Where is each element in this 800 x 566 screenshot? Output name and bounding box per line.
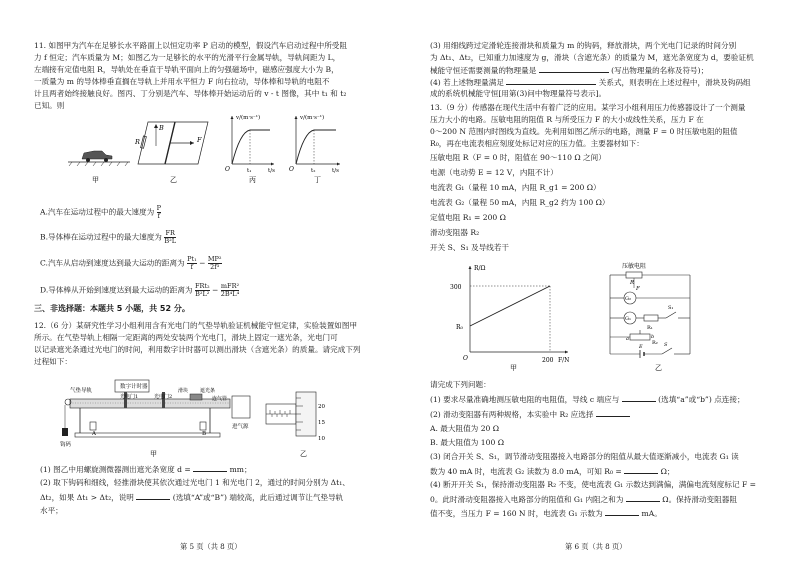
svg-text:E: E (639, 344, 643, 350)
answer-blank-quantity[interactable] (539, 65, 609, 73)
svg-text:t₂: t₂ (311, 168, 316, 174)
svg-text:F/N: F/N (558, 357, 570, 364)
q11-line-3: 左端接有定值电阻 R，导轨处在垂直于导轨平面向上的匀强磁场中，磁感应强度大小为 B， (34, 65, 339, 74)
q13-part-3a: (3) 闭合开关 S、S₁，调节滑动变阻器接入电路部分的阻值从最大值逐渐减小，电流表 G₁ 读 (430, 452, 739, 461)
svg-text:t₁: t₁ (247, 168, 252, 174)
q12-line-2: 所示。在气垫导轨上相隔一定距离的两处安装两个光电门，滑块上固定一遮光条，光电门可 (34, 333, 338, 342)
fig-label-yi: 乙 (170, 176, 177, 184)
section-3-heading: 三、非选择题：本题共 5 小题，共 52 分。 (34, 304, 190, 313)
svg-text:压敏电阻: 压敏电阻 (622, 263, 647, 270)
q12-sub-2: (2) 取下钩码和细线，轻推滑块使其依次通过光电门 1 和光电门 2，通过的时间分别为 Δt₁、 (40, 478, 350, 487)
svg-text:v/(m·s⁻¹): v/(m·s⁻¹) (300, 115, 325, 121)
q13-line-4: R₀，再在电流表相应刻度处标记对应的压力值。主要器材如下： (430, 139, 644, 148)
q11-option-b: B.导体棒在运动过程中的最大速度为 $\frac{FR}{\text{B²L}}$ (40, 229, 177, 245)
q13-option-b: B. 最大阻值为 100 Ω (430, 438, 504, 447)
q12-cont-4: (4) 若上述物理量满足 关系式，则表明在上述过程中，滑块及钩码组 (430, 78, 751, 87)
svg-text:O: O (225, 166, 230, 173)
q13-intro: 请完成下列问题： (430, 380, 491, 389)
equip-2: 电源（电动势 E = 12 V，内阻不计） (430, 168, 558, 177)
svg-text:R₀: R₀ (456, 324, 463, 331)
q11-line-1: 11. 如图甲为汽车在足够长水平路面上以恒定功率 P 启动的模型，假设汽车启动过程中所受阻 (34, 41, 347, 50)
q12-sub-4: 水平； (40, 506, 63, 515)
q13-option-a: A. 最大阻值为 20 Ω (430, 424, 500, 433)
equip-6: 滑动变阻器 R₂ (430, 228, 480, 237)
equip-1: 压敏电阻 R（F = 0 时，阻值在 90～110 Ω 之间） (430, 153, 606, 162)
svg-text:气垫导轨: 气垫导轨 (70, 388, 93, 394)
svg-text:钩码: 钩码 (60, 442, 72, 448)
q11-option-c: C.汽车从启动到速度达到最大运动的距离为 $\frac{\text{Pt₁}}{f}$ − $\frac{\text{MP²}}{\text{2f³}}$ (40, 255, 222, 271)
q12-line-4: 过程如下： (34, 357, 72, 366)
circuit-diagram (600, 258, 710, 372)
svg-text:10: 10 (318, 436, 325, 442)
fig-label-ding: 丁 (314, 176, 321, 184)
switch-s (662, 348, 672, 354)
answer-blank-relation[interactable] (506, 77, 596, 85)
svg-text:20: 20 (318, 404, 325, 410)
vt-graph-rod (289, 114, 340, 184)
answer-blank-resistance-sum[interactable] (626, 494, 660, 502)
svg-text:滑块: 滑块 (178, 388, 189, 394)
slider-block (190, 394, 202, 400)
q13-part-2: (2) 滑动变阻器有两种规格，本实验中 R₂ 应选择 (430, 409, 630, 420)
svg-text:乙: 乙 (300, 450, 307, 458)
svg-text:R: R (630, 280, 635, 286)
svg-text:光电门2: 光电门2 (154, 394, 173, 400)
q12-line-3: 以记录遮光条通过光电门的时间，利用数字计时器可以测出滑块（含遮光条）的质量。请完成下列 (34, 345, 361, 354)
svg-text:O: O (289, 166, 294, 173)
svg-text:R₁: R₁ (647, 325, 653, 331)
q12-sub-3: Δt₂，如果 Δt₁ > Δt₂，说明 (选填“A”或“B”) 端较高，此后通过调节让气垫导轨 (40, 493, 344, 502)
svg-text:a: a (626, 336, 629, 342)
svg-text:15: 15 (318, 420, 325, 426)
q12-line-1: 12.（6 分）某研究性学习小组利用含有光电门的气垫导轨验证机械能守恒定律，实验装置如图甲 (34, 321, 358, 330)
svg-text:光电门1: 光电门1 (120, 394, 139, 400)
answer-blank-current[interactable] (605, 508, 639, 516)
q13-line-2: 压力大小的电路。压敏电阻的阻值 R 与所受压力 F 的大小成线性关系，压力 F 在 (430, 115, 704, 124)
answer-blank-r2[interactable] (596, 409, 630, 417)
q13-part-4a: (4) 断开开关 S₁，保持滑动变阻器 R₂ 不变，使电流表 G₁ 示数达到满偏，满偏电流刻度标记 F = (430, 480, 757, 489)
resistor-r1 (644, 315, 658, 321)
answer-blank-end[interactable] (136, 492, 170, 500)
svg-text:甲: 甲 (510, 364, 517, 372)
svg-text:t/s: t/s (268, 168, 275, 174)
q13-part-4c: 值不变，当压力 F = 160 N 时，电流表 G₁ 示数为 mA。 (430, 509, 662, 518)
force-arrow-icon (190, 141, 194, 145)
vt-graph-car (225, 114, 275, 184)
svg-text:R: R (135, 138, 140, 146)
svg-text:A: A (92, 431, 96, 437)
q13-line-3: 0～200 N 范围内时图线为直线。先利用如图乙所示的电路，测量 F = 0 时压敏电阻的阻值 (430, 127, 738, 136)
q13-part-3b: 数为 40 mA 时，电流表 G₂ 读数为 8.0 mA，可知 R₀ = Ω； (430, 467, 675, 476)
q12-cont-1: (3) 用细线跨过定滑轮连接滑块和质量为 m 的钩码，释放滑块，两个光电门记录的时间分别 (430, 41, 737, 50)
svg-text:S: S (664, 342, 668, 348)
svg-text:G₁: G₁ (625, 316, 631, 322)
car-figure (68, 151, 130, 184)
svg-text:v/(m·s⁻¹): v/(m·s⁻¹) (236, 115, 261, 121)
svg-text:G₂: G₂ (625, 296, 631, 302)
q11-option-d: D.导体棒从开始到速度达到最大运动的距离为 FRt₂ B²L² − mFR² 2B⁴L⁴ (40, 282, 240, 298)
field-arrow-icon (154, 124, 158, 128)
svg-text:R₂: R₂ (652, 340, 658, 346)
svg-text:遮光条: 遮光条 (200, 388, 216, 394)
answer-blank-r0[interactable] (624, 466, 658, 474)
svg-text:数字计时器: 数字计时器 (120, 384, 148, 390)
svg-text:F: F (636, 286, 640, 292)
svg-text:200: 200 (542, 357, 554, 364)
svg-text:B: B (202, 431, 207, 437)
q11-line-2: 力 f 恒定；汽车质量为 M；如图乙为一足够长的水平的光滑平行金属导轨，导轨间距为 L， (34, 53, 341, 62)
rf-line (470, 286, 550, 326)
switch-s1 (666, 312, 676, 318)
svg-text:S₁: S₁ (668, 305, 674, 311)
equip-3: 电流表 G₁（量程 10 mA，内阻 R_g1 = 200 Ω） (430, 183, 601, 192)
q11-line-5: 计且两者始终接触良好。图丙、丁分别是汽车、导体棒开始运动后的 v - t 图像，其中 t₁ 和 t₂ (34, 89, 347, 98)
svg-text:F: F (197, 136, 202, 144)
micrometer-figure (266, 392, 325, 458)
air-track (70, 399, 230, 408)
pressure-resistor (626, 272, 642, 278)
rheostat-r2 (630, 334, 650, 340)
car-icon (82, 151, 112, 159)
equip-4: 电流表 G₂（量程 50 mA，内阻 R_g2 约为 100 Ω） (430, 198, 610, 207)
q12-cont-5: 成的系统机械能守恒[用第(3)问中物理量符号表示]。 (430, 89, 607, 98)
svg-text:b: b (651, 334, 655, 340)
svg-text:R/Ω: R/Ω (474, 265, 486, 272)
svg-text:进气源: 进气源 (232, 424, 249, 430)
q12-cont-2: 为 Δt₁、Δt₂，已知重力加速度为 g，滑块（含遮光条）的质量为 M，遮光条宽度为 d，要验证机 (430, 53, 754, 62)
answer-blank-d[interactable] (193, 464, 227, 472)
air-source-icon (232, 396, 250, 418)
answer-blank-c-terminal[interactable] (622, 394, 656, 402)
svg-text:B: B (159, 124, 164, 132)
right-page (400, 0, 800, 566)
q12-cont-3: 械能守恒还需要测量的物理量是 (写出物理量的名称及符号)； (430, 66, 709, 75)
equip-7: 开关 S、S₁ 及导线若干 (430, 243, 510, 252)
svg-text:连气管: 连气管 (212, 396, 228, 402)
svg-text:乙: 乙 (655, 364, 662, 372)
page-footer-5: 第 5 页（共 8 页） (180, 542, 242, 551)
equip-5: 定值电阻 R₁ = 200 Ω (430, 213, 506, 222)
q12-apparatus-figure (60, 368, 350, 460)
rail-figure (134, 122, 208, 184)
q11-option-a: A.汽车在运动过程中的最大速度为 $\frac{P}{f}$ (40, 204, 162, 220)
fig-label-bing: 丙 (249, 176, 256, 184)
q13-line-1: 13.（9 分）传感器在现代生活中有着广泛的应用。某学习小组利用压力传感器设计了一个测量 (430, 103, 746, 112)
hook-weight-icon (62, 428, 68, 436)
q11-figures (60, 112, 350, 190)
q11-line-4: 一质量为 m 的导体棒垂直搁在导轨上并用水平恒力 F 向右拉动，导体棒和导轨的电阻不 (34, 77, 330, 86)
fig-label-jia: 甲 (92, 176, 99, 184)
svg-text:300: 300 (450, 284, 462, 291)
svg-text:甲: 甲 (150, 450, 157, 458)
q13-part-4b: 0。此时滑动变阻器接入电路部分的阻值和 G₁ 内阻之和为 Ω。保持滑动变阻器阻 (430, 495, 737, 504)
q12-sub-1: (1) 图乙中用螺旋测微器测出遮光条宽度 d = mm； (40, 465, 252, 474)
page-footer-6: 第 6 页（共 8 页） (565, 542, 627, 551)
q13-part-1: (1) 要求尽量准确地测压敏电阻的电阻值，导线 c 端应与 (选填“a”或“b”) 点连接； (430, 395, 745, 404)
q11-line-6: 已知。则 (34, 101, 65, 110)
svg-text:t/s: t/s (332, 168, 339, 174)
rf-graph (440, 258, 590, 372)
svg-text:O: O (463, 355, 468, 362)
